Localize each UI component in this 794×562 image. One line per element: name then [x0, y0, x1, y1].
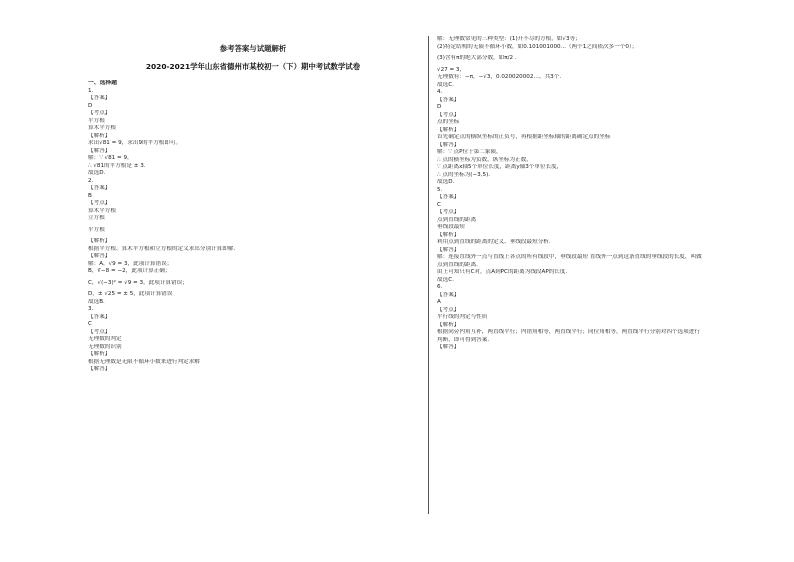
text-line: 无理数的识别	[88, 343, 122, 350]
text-line: C，√(−3)² = √9 = 3，此项计算错误；	[88, 279, 188, 286]
text-line: 3.	[88, 306, 94, 312]
text-line: 利用点到直线的距离的定义、垂线段最短分析.	[437, 239, 551, 245]
text-line: 故选D.	[88, 170, 106, 176]
text-line: 【答案】	[437, 96, 460, 103]
text-line: 一、选择题	[88, 80, 117, 86]
text-line: 【答案】	[437, 194, 460, 200]
text-line: 【解答】	[437, 246, 460, 253]
text-line: 【答案】	[88, 185, 111, 191]
text-line: 立方根	[88, 215, 105, 221]
text-line: 【考点】	[88, 328, 111, 335]
text-line: 【解析】	[88, 351, 111, 357]
text-line: 【考点】	[437, 111, 460, 118]
text-line: 【考点】	[88, 200, 111, 206]
text-line: 无理数的判定	[88, 336, 122, 342]
text-line: 算术平方根	[88, 207, 116, 214]
text-line: 由上可知只有C对，点A到PC的距离为线段AP的长度.	[437, 269, 568, 275]
text-line: 【解答】	[88, 253, 111, 259]
text-line: √27 = 3，	[437, 66, 466, 73]
text-line: 【解答】	[88, 147, 111, 154]
text-line: 首先确定点的横纵坐标的正负号，再根据距坐标轴的距离确定点的坐标	[437, 134, 611, 140]
text-line: ∴ 点的坐标为(−3,5).	[437, 171, 491, 178]
column-divider	[428, 36, 429, 514]
text-line: D，± √25 = ± 5，此项计算错误	[88, 291, 173, 297]
text-line: 1.	[88, 87, 94, 94]
text-line: 判断，即可得到答案.	[437, 336, 490, 343]
text-line: 故选C.	[437, 81, 454, 88]
text-line: (2)特定结构的无限不循环小数，如0.101001000...（两个1之间依次多一个0）；	[437, 43, 638, 50]
text-line: 【考点】	[437, 306, 460, 313]
text-line: 2.	[88, 177, 94, 184]
text-line: ∵ 点距离x轴5个单位长度，距离y轴3个单位长度，	[437, 164, 563, 170]
text-line: 故选B.	[88, 298, 105, 305]
text-line: 算术平方根	[88, 125, 116, 131]
text-line: 解：∵ 点P位于第二象限，	[437, 149, 502, 155]
text-line: 【解析】	[437, 126, 460, 133]
text-line: 平行线的判定与性质	[437, 314, 488, 320]
text-line: 5.	[437, 186, 443, 193]
text-line: 故选C.	[437, 276, 454, 283]
text-line: (3)含有π的绝大部分数，如π/2 .	[437, 55, 517, 61]
text-line: 【解答】	[437, 344, 460, 350]
text-line: B，∛−8 = −2，此项计算正确；	[88, 268, 171, 274]
text-line: 【解析】	[437, 231, 460, 238]
text-line: 根据无理数是无限不循环小数来进行判定求解	[88, 358, 200, 365]
text-line: 无理数有：−π，−√3，0.020020002…，共3个.	[437, 74, 562, 80]
text-line: ∴ √81的平方根是 ± 3.	[88, 162, 146, 169]
text-line: 4.	[437, 89, 443, 95]
text-line: 【解析】	[437, 321, 460, 328]
right-column	[437, 36, 777, 352]
page-title: 参考答案与试题解析	[219, 44, 287, 53]
text-line: D	[88, 102, 93, 109]
text-line: ∴ 点的横坐标为负数，纵坐标为正数，	[437, 156, 532, 163]
text-line: 【解析】	[88, 132, 111, 139]
text-line: 【答案】	[88, 95, 111, 101]
text-line: 点的坐标	[437, 119, 460, 125]
text-line: 故选D.	[437, 179, 455, 185]
text-line: 点到直线的距离	[437, 216, 477, 223]
left-column	[88, 80, 418, 374]
text-line: C	[437, 201, 441, 208]
text-line: 【解答】	[437, 141, 460, 148]
text-line: 根据同旁内角互补，两直线平行；内错角相等，两直线平行；同位角相等，两直线平行分别对四个选项进行	[437, 329, 700, 335]
text-line: 【解答】	[88, 366, 111, 372]
text-line: A	[437, 299, 441, 305]
text-line: B	[88, 192, 92, 199]
text-line: 【考点】	[88, 110, 111, 116]
text-line: 点到直线的距离.	[437, 261, 478, 268]
text-line: 垂线段最短	[437, 224, 465, 230]
text-line: 解：无理数常见的三种类型：(1)开不尽的方根，如√3等；	[437, 36, 581, 42]
text-line: D	[437, 104, 442, 110]
text-line: 平方根	[88, 117, 105, 124]
text-line: 【考点】	[437, 209, 460, 215]
text-line: 解：连接直线外一点与直线上各点的所有线段中，垂线段最短 直线外一点到这条直线的垂线段的长度，叫做	[437, 254, 702, 260]
text-line: 解：∵ √81 = 9，	[88, 155, 133, 161]
text-line: 【答案】	[437, 291, 460, 298]
text-line: 解：A，√9 = 3，此项计算错误；	[88, 260, 173, 267]
text-line: 根据平方根、算术平方根和立方根的定义求出分别计算即解.	[88, 245, 236, 252]
exam-title: 2020-2021学年山东省德州市某校初一（下）期中考试数学试卷	[145, 62, 361, 71]
text-line: 6.	[437, 284, 443, 290]
text-line: 【解析】	[88, 238, 111, 244]
text-line: 求出√81 = 9，求出9的平方根即可。	[88, 140, 182, 146]
text-line: 平方根	[88, 226, 105, 233]
text-line: 【答案】	[88, 313, 111, 320]
text-line: C	[88, 321, 92, 327]
